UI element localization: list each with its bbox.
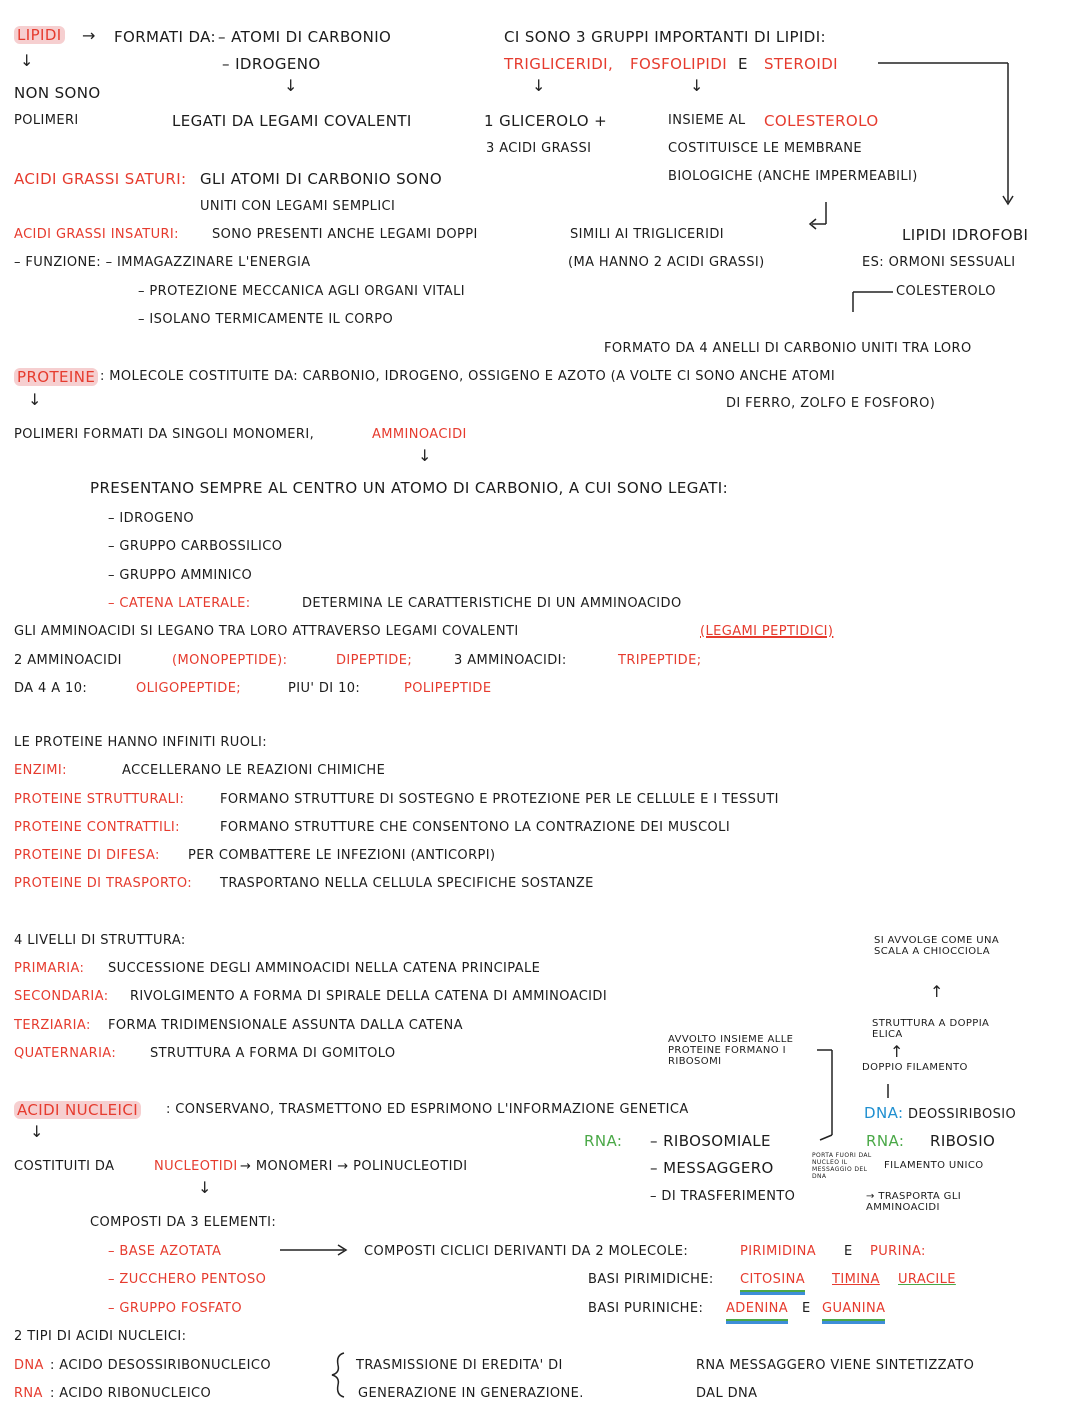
lipidi-legati: LEGATI DA LEGAMI COVALENTI: [172, 112, 412, 130]
lipidi-saturi-label: ACIDI GRASSI SATURI:: [14, 170, 187, 188]
proteine-list-item: – GRUPPO CARBOSSILICO: [108, 539, 283, 554]
role-label: ENZIMI:: [14, 763, 67, 778]
due-tipi: 2 TIPI DI ACIDI NUCLEICI:: [14, 1329, 187, 1344]
level-text: FORMA TRIDIMENSIONALE ASSUNTA DALLA CATENA: [108, 1018, 463, 1033]
level-label: TERZIARIA:: [14, 1018, 91, 1033]
lipidi-membrane-2: BIOLOGICHE (ANCHE IMPERMEABILI): [668, 169, 918, 184]
acidi-nucleici-desc: : CONSERVANO, TRASMETTONO ED ESPRIMONO L'INFORMAZIONE GENETICA: [166, 1102, 689, 1117]
porta-note: PORTA FUORI DAL NUCLEO IL MESSAGGIO DEL DNA: [812, 1152, 872, 1180]
lipidi-insaturi-text: SONO PRESENTI ANCHE LEGAMI DOPPI: [212, 227, 478, 242]
deossiribosio: DEOSSIRIBOSIO: [908, 1107, 1017, 1122]
doppio-filamento-note: DOPPIO FILAMENTO: [862, 1062, 968, 1073]
lipidi-idrogeno: – IDROGENO: [222, 55, 321, 73]
lipidi-simili-2: (MA HANNO 2 ACIDI GRASSI): [568, 255, 765, 270]
proteine-polimeri: POLIMERI FORMATI DA SINGOLI MONOMERI,: [14, 427, 315, 442]
doppia-elica-note: STRUTTURA A DOPPIA ELICA: [872, 1018, 990, 1040]
elemento: – BASE AZOTATA: [108, 1244, 222, 1259]
role-label: PROTEINE STRUTTURALI:: [14, 792, 185, 807]
arrow-down-icon: ↓: [30, 1122, 44, 1141]
basi-pirimidiche: BASI PIRIMIDICHE:: [588, 1272, 714, 1287]
lipidi-tre-gruppi: CI SONO 3 GRUPPI IMPORTANTI DI LIPIDI:: [504, 28, 827, 46]
arrow-down-icon: ↓: [690, 76, 704, 95]
arrow-down-icon: ↓: [20, 51, 34, 70]
trasporta-note: → TRASPORTA GLI AMMINOACIDI: [866, 1191, 962, 1213]
avvolto-note: AVVOLTO INSIEME ALLE PROTEINE FORMANO I RIBOSOMI: [668, 1034, 794, 1067]
lipidi-polimeri: POLIMERI: [14, 113, 79, 128]
rna-right-label: RNA:: [866, 1132, 905, 1150]
ribosio: RIBOSIO: [930, 1132, 996, 1150]
proteine-oligopeptide: OLIGOPEPTIDE;: [136, 681, 242, 696]
role-text: FORMANO STRUTTURE CHE CONSENTONO LA CONTRAZIONE DEI MUSCOLI: [220, 820, 731, 835]
proteine-ferro: DI FERRO, ZOLFO E FOSFORO): [726, 396, 936, 411]
proteine-molecole: : MOLECOLE COSTITUITE DA: CARBONIO, IDROGENO, OSSIGENO E AZOTO (A VOLTE CI SONO ANCHE ATOMI: [100, 369, 836, 384]
rna-msg-2: DAL DNA: [696, 1386, 758, 1401]
arrow-up-icon: ↑: [930, 982, 944, 1001]
lipidi-protezione: – PROTEZIONE MECCANICA AGLI ORGANI VITALI: [138, 284, 465, 299]
lipidi-ormoni: ES: ORMONI SESSUALI: [862, 255, 1016, 270]
lipidi-steroidi: STEROIDI: [764, 55, 838, 73]
composti: COMPOSTI DA 3 ELEMENTI:: [90, 1215, 277, 1230]
lipidi-idrofobi: LIPIDI IDROFOBI: [902, 226, 1029, 244]
level-label: SECONDARIA:: [14, 989, 109, 1004]
rna-messaggero: – MESSAGGERO: [650, 1159, 774, 1177]
proteine-tripeptide: TRIPEPTIDE;: [618, 653, 702, 668]
citosina: CITOSINA: [740, 1271, 805, 1292]
role-label: PROTEINE DI DIFESA:: [14, 848, 160, 863]
level-label: PRIMARIA:: [14, 961, 85, 976]
lipidi-title: LIPIDI: [14, 26, 65, 44]
proteine-list-item: – GRUPPO AMMINICO: [108, 568, 253, 583]
arrow-down-icon: ↓: [418, 446, 432, 465]
lipidi-simili-1: SIMILI AI TRIGLICERIDI: [570, 227, 724, 242]
nucleotidi: NUCLEOTIDI: [154, 1159, 238, 1174]
arrow-down-icon: ↓: [532, 76, 546, 95]
proteine-legami-text: GLI AMMINOACIDI SI LEGANO TRA LORO ATTRAVERSO LEGAMI COVALENTI: [14, 624, 519, 639]
proteine-presentano: PRESENTANO SEMPRE AL CENTRO UN ATOMO DI CARBONIO, A CUI SONO LEGATI:: [90, 479, 729, 497]
lipidi-saturi-text-2: UNITI CON LEGAMI SEMPLICI: [200, 199, 396, 214]
purina: PURINA:: [870, 1244, 926, 1259]
filamento-unico: FILAMENTO UNICO: [884, 1160, 984, 1171]
proteine-polipeptide: POLIPEPTIDE: [404, 681, 492, 696]
role-text: ACCELLERANO LE REAZIONI CHIMICHE: [122, 763, 386, 778]
level-label: QUATERNARIA:: [14, 1046, 117, 1061]
lipidi-colesterolo: COLESTEROLO: [764, 112, 879, 130]
lipidi-fosfolipidi: FOSFOLIPIDI: [630, 55, 728, 73]
proteine-legami-peptidici: (LEGAMI PEPTIDICI): [700, 624, 834, 639]
lipidi-colesterolo-2: COLESTEROLO: [896, 284, 996, 299]
lipidi-e: E: [738, 55, 748, 73]
rna-msg-1: RNA MESSAGGERO VIENE SINTETIZZATO: [696, 1358, 975, 1373]
ciclici: COMPOSTI CICLICI DERIVANTI DA 2 MOLECOLE:: [364, 1244, 689, 1259]
arrow-down-icon: ↓: [28, 390, 42, 409]
lipidi-glicerolo-2: 3 ACIDI GRASSI: [486, 141, 592, 156]
rna-label-bottom: RNA: [14, 1386, 43, 1401]
proteine-catena-label: – CATENA LATERALE:: [108, 596, 251, 611]
proteine-ruoli: LE PROTEINE HANNO INFINITI RUOLI:: [14, 735, 268, 750]
scala-note: SI AVVOLGE COME UNA SCALA A CHIOCCIOLA: [874, 935, 1000, 957]
timina: TIMINA: [832, 1272, 880, 1287]
arrow-right-icon: →: [82, 26, 96, 45]
level-text: STRUTTURA A FORMA DI GOMITOLO: [150, 1046, 396, 1061]
dna-text: : ACIDO DESOSSIRIBONUCLEICO: [50, 1358, 272, 1373]
elemento: – GRUPPO FOSFATO: [108, 1301, 243, 1316]
proteine-dipeptide: DIPEPTIDE;: [336, 653, 413, 668]
monomeri: → MONOMERI → POLINUCLEOTIDI: [240, 1159, 468, 1174]
rna-trasferimento: – DI TRASFERIMENTO: [650, 1189, 796, 1204]
role-text: TRASPORTANO NELLA CELLULA SPECIFICHE SOSTANZE: [220, 876, 594, 891]
proteine-catena-text: DETERMINA LE CARATTERISTICHE DI UN AMMINOACIDO: [302, 596, 682, 611]
basi-puriniche: BASI PURINICHE:: [588, 1301, 704, 1316]
lipidi-insaturi-label: ACIDI GRASSI INSATURI:: [14, 227, 179, 242]
lipidi-isolano: – ISOLANO TERMICAMENTE IL CORPO: [138, 312, 394, 327]
trasmissione-2: GENERAZIONE IN GENERAZIONE.: [358, 1386, 584, 1401]
elemento: – ZUCCHERO PENTOSO: [108, 1272, 267, 1287]
lipidi-atomi-carbonio: – ATOMI DI CARBONIO: [218, 28, 392, 46]
trasmissione-1: TRASMISSIONE DI EREDITA' DI: [356, 1358, 563, 1373]
proteine-tre-prefix: 3 AMMINOACIDI:: [454, 653, 567, 668]
role-label: PROTEINE CONTRATTILI:: [14, 820, 180, 835]
proteine-da4-prefix: DA 4 A 10:: [14, 681, 88, 696]
arrow-down-icon: ↓: [198, 1178, 212, 1197]
proteine-piu10-prefix: PIU' DI 10:: [288, 681, 361, 696]
proteine-livelli: 4 LIVELLI DI STRUTTURA:: [14, 933, 186, 948]
proteine-title: PROTEINE: [14, 368, 98, 386]
adenina: ADENINA: [726, 1300, 788, 1321]
lipidi-funzione: – FUNZIONE: – IMMAGAZZINARE L'ENERGIA: [14, 255, 311, 270]
lipidi-anelli: FORMATO DA 4 ANELLI DI CARBONIO UNITI TRA LORO: [604, 341, 972, 356]
lipidi-saturi-text-1: GLI ATOMI DI CARBONIO SONO: [200, 170, 443, 188]
rna-ribosomiale: – RIBOSOMIALE: [650, 1132, 771, 1150]
pirimidina: PIRIMIDINA: [740, 1244, 817, 1259]
lipidi-membrane-1: COSTITUISCE LE MEMBRANE: [668, 141, 862, 156]
role-text: PER COMBATTERE LE INFEZIONI (ANTICORPI): [188, 848, 496, 863]
acidi-nucleici-title: ACIDI NUCLEICI: [14, 1101, 141, 1119]
proteine-due-prefix: 2 AMMINOACIDI: [14, 653, 122, 668]
proteine-amminoacidi: AMMINOACIDI: [372, 427, 467, 442]
dna-right-label: DNA:: [864, 1104, 904, 1122]
level-text: RIVOLGIMENTO A FORMA DI SPIRALE DELLA CATENA DI AMMINOACIDI: [130, 989, 608, 1004]
guanina: GUANINA: [822, 1300, 885, 1321]
rna-label: RNA:: [584, 1132, 623, 1150]
lipidi-formati-da: FORMATI DA:: [114, 28, 216, 46]
rna-text: : ACIDO RIBONUCLEICO: [50, 1386, 212, 1401]
arrow-down-icon: ↓: [284, 76, 298, 95]
role-text: FORMANO STRUTTURE DI SOSTEGNO E PROTEZIONE PER LE CELLULE E I TESSUTI: [220, 792, 779, 807]
role-label: PROTEINE DI TRASPORTO:: [14, 876, 193, 891]
arrow-up-icon: ↑: [890, 1042, 904, 1061]
e-connector: E: [802, 1301, 811, 1316]
dna-label: DNA: [14, 1358, 44, 1373]
proteine-monopeptide: (MONOPEPTIDE):: [172, 653, 288, 668]
e-connector: E: [844, 1244, 853, 1259]
lipidi-trigliceridi: TRIGLICERIDI,: [504, 55, 614, 73]
level-text: SUCCESSIONE DEGLI AMMINOACIDI NELLA CATENA PRINCIPALE: [108, 961, 541, 976]
costituiti-prefix: COSTITUITI DA: [14, 1159, 115, 1174]
lipidi-glicerolo-1: 1 GLICEROLO +: [484, 112, 608, 130]
lipidi-insieme: INSIEME AL: [668, 113, 746, 128]
proteine-list-item: – IDROGENO: [108, 511, 194, 526]
uracile: URACILE: [898, 1272, 956, 1287]
lipidi-non-sono: NON SONO: [14, 84, 101, 102]
